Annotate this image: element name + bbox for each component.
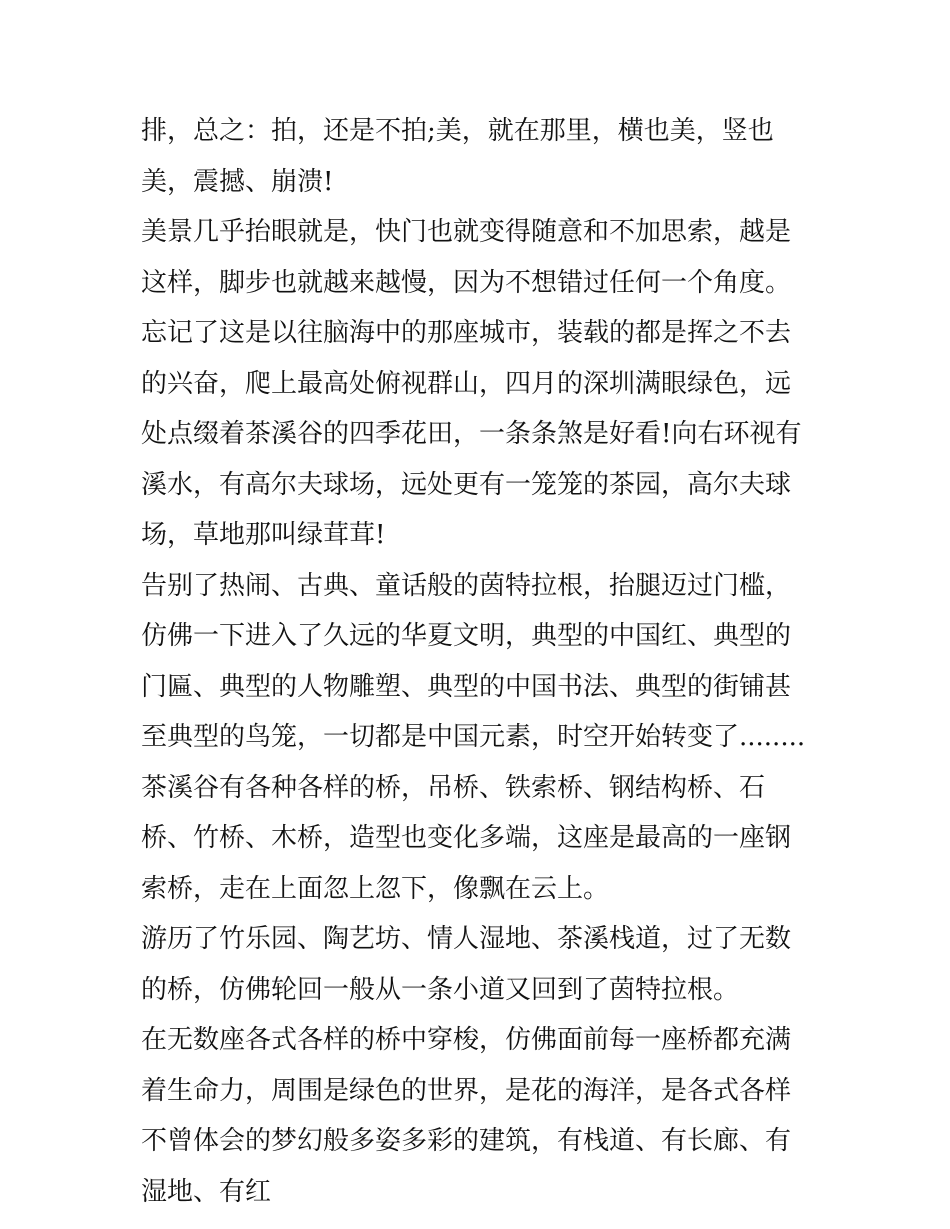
paragraph: 告别了热闹、古典、童话般的茵特拉根，抬腿迈过门槛，仿佛一下进入了久远的华夏文明，典型的中国红、典型的门匾、典型的人物雕塑、典型的中国书法、典型的街铺甚至典型的鸟笼，一切都是中国元素，时空开始转变了........: [141, 570, 806, 752]
document-body: [141, 106, 813, 1217]
paragraph: 茶溪谷有各种各样的桥，吊桥、铁索桥、钢结构桥、石桥、竹桥、木桥，造型也变化多端，这座是最高的一座钢索桥，走在上面忽上忽下，像飘在云上。: [141, 772, 792, 904]
paragraph: 游历了竹乐园、陶艺坊、情人湿地、茶溪栈道，过了无数的桥，仿佛轮回一般从一条小道又回到了茵特拉根。: [141, 924, 792, 1005]
paragraph: 排，总之：拍，还是不拍;美，就在那里，横也美，竖也美，震撼、崩溃!: [141, 116, 774, 197]
paragraph: 在无数座各式各样的桥中穿梭，仿佛面前每一座桥都充满着生命力，周围是绿色的世界，是花的海洋，是各式各样不曾体会的梦幻般多姿多彩的建筑，有栈道、有长廊、有湿地、有红: [141, 1025, 792, 1207]
paragraph: 美景几乎抬眼就是，快门也就变得随意和不加思索，越是这样，脚步也就越来越慢，因为不想错过任何一个角度。忘记了这是以往脑海中的那座城市，装载的都是挥之不去的兴奋，爬上最高处俯视群山，四月的深圳满眼绿色，远处点缀着茶溪谷的四季花田，一条条煞是好看!向右环视有溪水，有高尔夫球场，远处更有一笼笼的茶园，高尔夫球场，草地那叫绿茸茸!: [141, 217, 802, 550]
